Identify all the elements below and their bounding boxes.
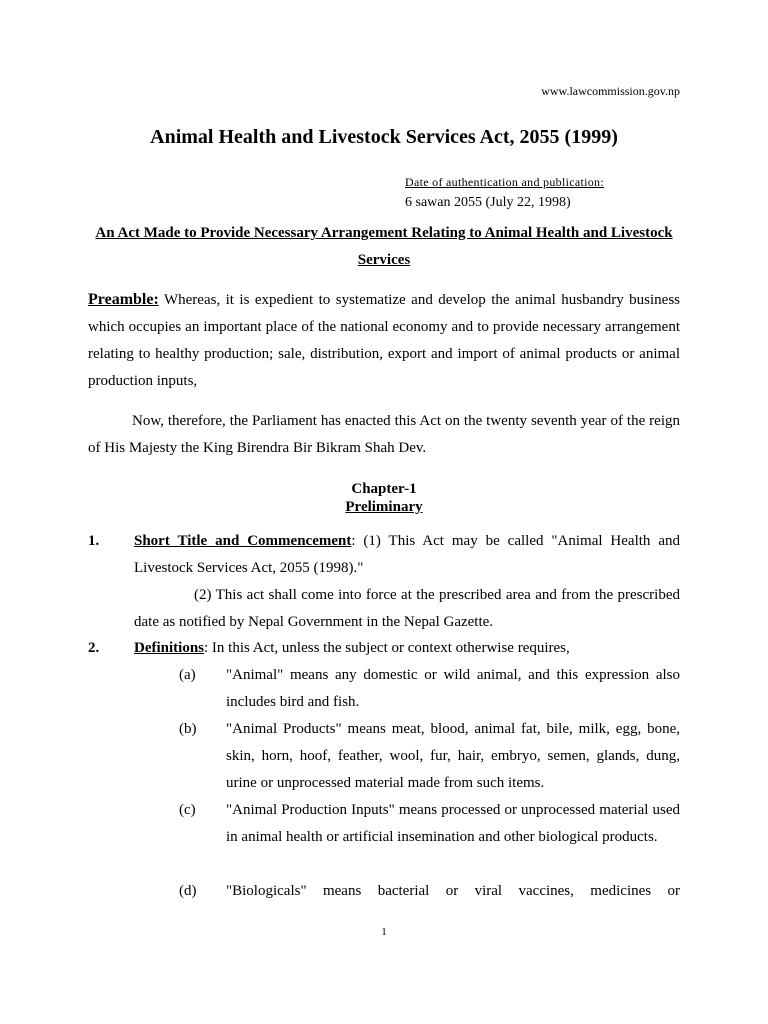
definition-label-a: (a) bbox=[179, 667, 196, 683]
section-2-number: 2. bbox=[88, 640, 100, 656]
page-number: 1 bbox=[381, 926, 387, 938]
preamble-paragraph bbox=[88, 286, 680, 395]
preamble-label: Preamble: bbox=[88, 291, 159, 308]
chapter-name: Preliminary bbox=[345, 499, 423, 515]
section-1-heading: Short Title and Commencement bbox=[134, 533, 352, 549]
definition-text-c: "Animal Production Inputs" means processed or unprocessed material used in animal health or artificial insemination and other biological products. bbox=[226, 802, 680, 845]
definition-text-b: "Animal Products" means meat, blood, animal fat, bile, milk, egg, bone, skin, horn, hoof, feather, wool, fur, hair, embryo, semen, glands, dung, urine or unprocessed material made from such items. bbox=[226, 721, 680, 791]
chapter-number: Chapter-1 bbox=[351, 481, 417, 497]
definition-text-d: "Biologicals" means bacterial or viral vaccines, medicines or bbox=[226, 883, 680, 899]
definition-label-c: (c) bbox=[179, 802, 196, 818]
section-2-body bbox=[134, 635, 680, 662]
enactment-paragraph: Now, therefore, the Parliament has enacted this Act on the twenty seventh year of the reign of His Majesty the King Birendra Bir Bikram Shah Dev. bbox=[88, 413, 680, 456]
definition-label-b: (b) bbox=[179, 721, 197, 737]
header-url: www.lawcommission.gov.np bbox=[541, 84, 680, 98]
section-1-text-1: : (1) This Act may be called "Animal Health and Livestock Services Act, 2055 (1998)." bbox=[134, 533, 680, 576]
definition-text-a: "Animal" means any domestic or wild animal, and this expression also includes bird and fish. bbox=[226, 667, 680, 710]
document-title: Animal Health and Livestock Services Act, 2055 (1999) bbox=[150, 126, 618, 148]
authentication-label: Date of authentication and publication: bbox=[405, 175, 604, 189]
authentication-date: 6 sawan 2055 (July 22, 1998) bbox=[405, 195, 571, 210]
preamble-text: Whereas, it is expedient to systematize and develop the animal husbandry business which occupies an important place of the national economy and to provide necessary arrangement relating to healthy production; sale, distribution, export and import of animal products or animal production inputs, bbox=[88, 292, 680, 389]
section-2-heading: Definitions bbox=[134, 640, 205, 656]
section-1-number: 1. bbox=[88, 533, 100, 549]
section-2-text: : In this Act, unless the subject or context otherwise requires, bbox=[204, 640, 570, 656]
section-1-text-2: (2) This act shall come into force at the prescribed area and from the prescribed date as notified by Nepal Government in the Nepal Gazette. bbox=[134, 587, 680, 630]
act-subtitle: An Act Made to Provide Necessary Arrangement Relating to Animal Health and Livestock Services bbox=[95, 225, 673, 268]
section-1-body bbox=[134, 528, 680, 636]
definition-label-d: (d) bbox=[179, 883, 197, 899]
chapter-heading bbox=[0, 480, 768, 516]
